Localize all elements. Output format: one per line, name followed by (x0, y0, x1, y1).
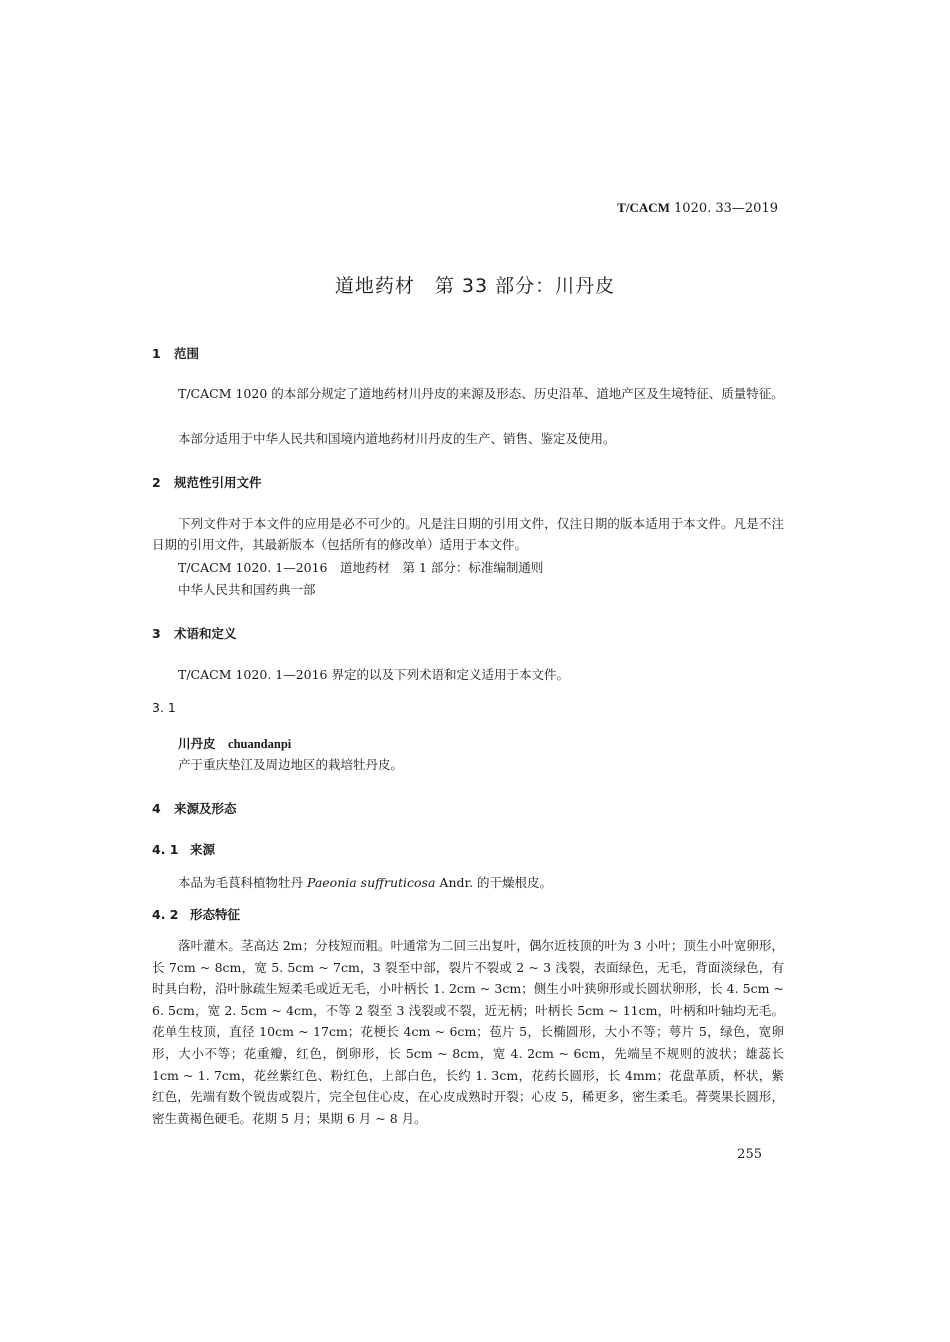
standard-prefix: T/CACM (617, 200, 670, 215)
subsection-title: 来源 (190, 842, 216, 857)
standard-code: 1020. 33—2019 (669, 201, 778, 216)
section-title: 术语和定义 (174, 626, 237, 641)
subsection-3-1-number: 3. 1 (152, 700, 176, 715)
section-number: 1 (152, 346, 161, 361)
section-3-heading (152, 624, 237, 642)
section-number: 4 (152, 801, 161, 816)
latin-name: Paeonia suffruticosa (306, 875, 436, 890)
subsection-4-1-heading (152, 840, 215, 858)
subsection-number: 4. 1 (152, 842, 179, 857)
section-title: 来源及形态 (174, 801, 237, 816)
page-number: 255 (737, 1147, 762, 1162)
section-1-paragraph: T/CACM 1020 的本部分规定了道地药材川丹皮的来源及形态、历史沿革、道地产区及生境特征、质量特征。 (178, 386, 784, 401)
subsection-number: 4. 2 (152, 907, 179, 922)
morphology-paragraph: 落叶灌木。茎高达 2m；分枝短而粗。叶通常为二回三出复叶，偶尔近枝顶的叶为 3 小叶；顶生小叶宽卵形，长 7cm ~ 8cm，宽 5. 5cm ~ 7cm，3 裂至中部，裂片不裂或 2 ~ 3 浅裂，表面绿色，无毛，背面淡绿色，有时具白粉，沿叶脉疏生短柔毛或近无毛，小叶柄长 1. 2cm ~ 3cm；侧生小叶狭卵形或长圆状卵形，长 4. 5cm ~ 6. 5cm，宽 2. 5cm ~ 4cm，不等 2 裂至 3 浅裂或不裂，近无柄；叶柄长 5cm ~ 11cm，叶柄和叶轴均无毛。花单生枝顶，直径 10cm ~ 17cm；花梗长 4cm ~ 6cm；苞片 5，长椭圆形，大小不等；萼片 5，绿色，宽卵形，大小不等；花重瓣，红色，倒卵形，长 5cm ~ 8cm，宽 4. 2cm ~ 6cm，先端呈不规则的波状；雄蕊长 1cm ~ 1. 7cm，花丝紫红色、粉红色，上部白色，长约 1. 3cm，花药长圆形，长 4mm；花盘革质，杯状，紫红色，先端有数个锐齿或裂片，完全包住心皮，在心皮成熟时开裂；心皮 5，稀更多，密生柔毛。蓇葖果长圆形，密生黄褐色硬毛。花期 5 月；果期 6 月 ~ 8 月。 (152, 938, 784, 1126)
term-chinese: 川丹皮 (178, 736, 216, 751)
section-number: 3 (152, 626, 161, 641)
reference-item: T/CACM 1020. 1—2016 道地药材 第 1 部分：标准编制通则 (178, 560, 544, 575)
section-2-paragraph: 下列文件对于本文件的应用是必不可少的。凡是注日期的引用文件，仅注日期的版本适用于本文件。凡是不注日期的引用文件，其最新版本（包括所有的修改单）适用于本文件。 (152, 516, 784, 552)
section-1-heading (152, 344, 199, 362)
section-2-heading (152, 473, 262, 491)
term-definition: 产于重庆垫江及周边地区的栽培牡丹皮。 (178, 757, 404, 772)
term-pinyin: chuandanpi (228, 737, 292, 751)
source-paragraph: 本品为毛茛科植物牡丹 Paeonia suffruticosa Andr. 的干燥根皮。 (178, 875, 553, 890)
document-title: 道地药材 第 33 部分：川丹皮 (334, 275, 616, 297)
term-entry (178, 733, 291, 755)
subsection-4-2-heading (152, 905, 240, 923)
section-3-paragraph: T/CACM 1020. 1—2016 界定的以及下列术语和定义适用于本文件。 (178, 667, 569, 682)
section-1-paragraph: 本部分适用于中华人民共和国境内道地药材川丹皮的生产、销售、鉴定及使用。 (178, 431, 616, 446)
standard-number (617, 200, 778, 216)
section-number: 2 (152, 475, 161, 490)
subsection-title: 形态特征 (190, 907, 241, 922)
section-4-heading (152, 799, 237, 817)
reference-item: 中华人民共和国药典一部 (178, 582, 316, 597)
section-title: 规范性引用文件 (174, 475, 262, 490)
section-title: 范围 (174, 346, 200, 361)
